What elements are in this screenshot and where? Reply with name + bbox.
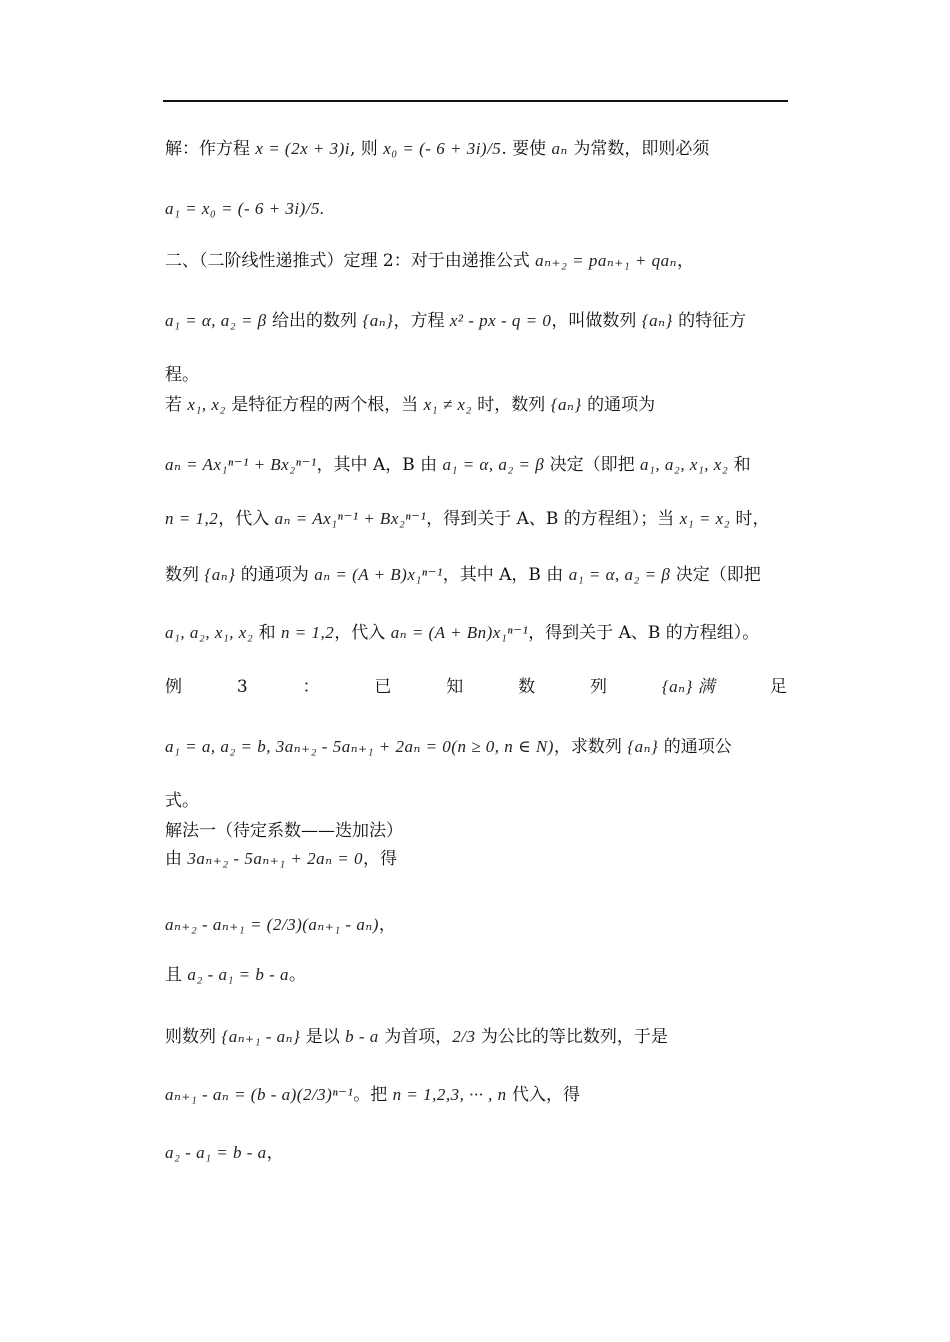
text-run: 和 (728, 455, 751, 475)
text-run: , 则 (350, 139, 384, 159)
text-run: 解法一（待定系数——迭加法） (165, 821, 403, 841)
math-expression: {aₙ} (627, 737, 659, 756)
math-expression: x₁ ≠ x₂ (423, 395, 472, 414)
text-run: 时， (730, 509, 770, 529)
solution-2-line-1 (165, 136, 787, 162)
method-1-line-2 (165, 912, 787, 938)
text-run: ，代入 (218, 509, 275, 529)
text-run: ，其中 A，B 由 (442, 565, 569, 585)
text-run: 列 (589, 677, 607, 697)
math-expression: n = 1,2,3, ··· , n (392, 1085, 507, 1104)
text-run: 决定（即把 (544, 455, 641, 475)
text-run: 程。 (165, 365, 199, 385)
text-run: 为首项， (378, 1027, 453, 1047)
text-run: 和 (253, 623, 282, 643)
theorem-2-line-4 (165, 392, 787, 418)
theorem-2-line-7 (165, 562, 787, 588)
text-run: ，求数列 (553, 737, 628, 757)
math-expression: a₁, a₂, x₁, x₂ (165, 623, 254, 642)
text-run: ，方程 (393, 311, 450, 331)
math-expression: aₙ₊₂ - aₙ₊₁ = (2/3)(aₙ₊₁ - aₙ) (165, 915, 379, 934)
math-expression: aₙ = (A + Bn)x₁ⁿ⁻¹ (390, 623, 529, 642)
text-run: 时，数列 (471, 395, 551, 415)
text-run: 二、（二阶线性递推式）定理 2：对于由递推公式 (165, 251, 536, 271)
text-run: 知 (446, 677, 464, 697)
method-1-line-6 (165, 1140, 787, 1166)
text-run: ， (677, 251, 695, 271)
text-run: 的通项为 (581, 395, 656, 415)
math-expression: {aₙ} 满 (661, 677, 716, 696)
math-expression: x₀ = (- 6 + 3i)/5 (383, 139, 502, 158)
math-expression: a₁ = a, a₂ = b, 3aₙ₊₂ - 5aₙ₊₁ + 2aₙ = 0(n ≥ 0, n ∈ N) (165, 737, 554, 756)
text-run: 3 (236, 677, 248, 697)
text-run: . 要使 (501, 139, 552, 159)
text-run: 解：作方程 (165, 139, 256, 159)
text-run: 数列 (165, 565, 205, 585)
math-expression: aₙ₊₁ - aₙ = (b - a)(2/3)ⁿ⁻¹ (165, 1085, 354, 1104)
method-1-title (165, 818, 787, 844)
math-expression: x₁, x₂ (187, 395, 226, 414)
text-run: 为公比的等比数列，于是 (475, 1027, 668, 1047)
math-expression: x² - px - q = 0 (449, 311, 552, 330)
theorem-2-line-8 (165, 620, 787, 646)
math-expression: a₁, a₂, x₁, x₂ (640, 455, 729, 474)
theorem-2-line-5 (165, 452, 787, 478)
math-expression: n = 1,2 (281, 623, 335, 642)
math-expression: aₙ = Ax₁ⁿ⁻¹ + Bx₂ⁿ⁻¹ (165, 455, 317, 474)
text-run: 是以 (300, 1027, 346, 1047)
math-expression: b - a (345, 1027, 379, 1046)
method-1-line-1 (165, 846, 787, 872)
text-run: ，叫做数列 (551, 311, 642, 331)
math-expression: 3aₙ₊₂ - 5aₙ₊₁ + 2aₙ = 0 (187, 849, 363, 868)
text-run: 则数列 (165, 1027, 222, 1047)
text-run: ，得到关于 A、B 的方程组）；当 (426, 509, 680, 529)
math-expression: a₂ - a₁ = b - a (187, 965, 290, 984)
theorem-2-line-3 (165, 362, 787, 388)
math-expression: aₙ = (A + B)x₁ⁿ⁻¹ (314, 565, 443, 584)
text-run: 由 (165, 849, 188, 869)
text-run: 的特征方 (672, 311, 747, 331)
math-expression: {aₙ} (641, 311, 673, 330)
text-run: 的通项公 (658, 737, 732, 757)
text-run: 数 (518, 677, 536, 697)
math-expression: a₁ = x₀ = (- 6 + 3i)/5. (165, 199, 325, 218)
math-expression: x₁ = x₂ (679, 509, 731, 528)
text-run: 是特征方程的两个根，当 (225, 395, 424, 415)
math-expression: aₙ = Ax₁ⁿ⁻¹ + Bx₂ⁿ⁻¹ (274, 509, 427, 528)
math-expression: {aₙ} (204, 565, 236, 584)
method-1-line-3 (165, 962, 787, 988)
text-run: 的通项为 (235, 565, 315, 585)
method-1-line-5 (165, 1082, 787, 1108)
math-expression: aₙ₊₂ = paₙ₊₁ + qaₙ (535, 251, 678, 270)
text-run: 例 (165, 677, 182, 697)
text-run: 式。 (165, 791, 199, 811)
math-expression: a₂ - a₁ = b - a (165, 1143, 267, 1162)
text-run: 若 (165, 395, 188, 415)
text-run: 足 (769, 677, 787, 697)
math-expression: {aₙ} (362, 311, 394, 330)
text-run: 代入，得 (506, 1085, 581, 1105)
theorem-2-line-6 (165, 506, 787, 532)
header-rule (163, 100, 788, 102)
text-run: ， (378, 915, 396, 935)
example-3-heading (165, 674, 787, 700)
example-3-condition (165, 734, 787, 760)
math-expression: n = 1,2 (165, 509, 219, 528)
text-run: 为常数，即则必须 (567, 139, 710, 159)
math-expression: a₁ = α, a₂ = β (568, 565, 671, 584)
text-run: ，其中 A，B 由 (316, 455, 443, 475)
method-1-line-4 (165, 1024, 787, 1050)
math-expression: a₁ = α, a₂ = β (165, 311, 267, 330)
math-expression: aₙ (551, 139, 568, 158)
text-run: 已 (374, 677, 392, 697)
math-expression: a₁ = α, a₂ = β (442, 455, 545, 474)
example-3-condition-end (165, 788, 787, 814)
math-expression: {aₙ₊₁ - aₙ} (221, 1027, 301, 1046)
text-run: 决定（即把 (670, 565, 761, 585)
math-expression: x = (2x + 3)i (255, 139, 350, 158)
text-run: ，得 (362, 849, 397, 869)
text-run: ，得到关于 A、B 的方程组）。 (528, 623, 760, 643)
text-run: ，代入 (334, 623, 391, 643)
text-run: 且 (165, 965, 188, 985)
theorem-2-line-1 (165, 248, 787, 274)
text-run: ： (302, 677, 320, 697)
text-run: 给出的数列 (266, 311, 363, 331)
solution-2-line-2 (165, 196, 787, 222)
math-expression: 2/3 (452, 1027, 476, 1046)
text-run: 。 (289, 965, 307, 985)
theorem-2-line-2 (165, 308, 787, 334)
text-run: 。把 (353, 1085, 393, 1105)
math-expression: {aₙ} (550, 395, 582, 414)
text-run: ， (266, 1143, 284, 1163)
